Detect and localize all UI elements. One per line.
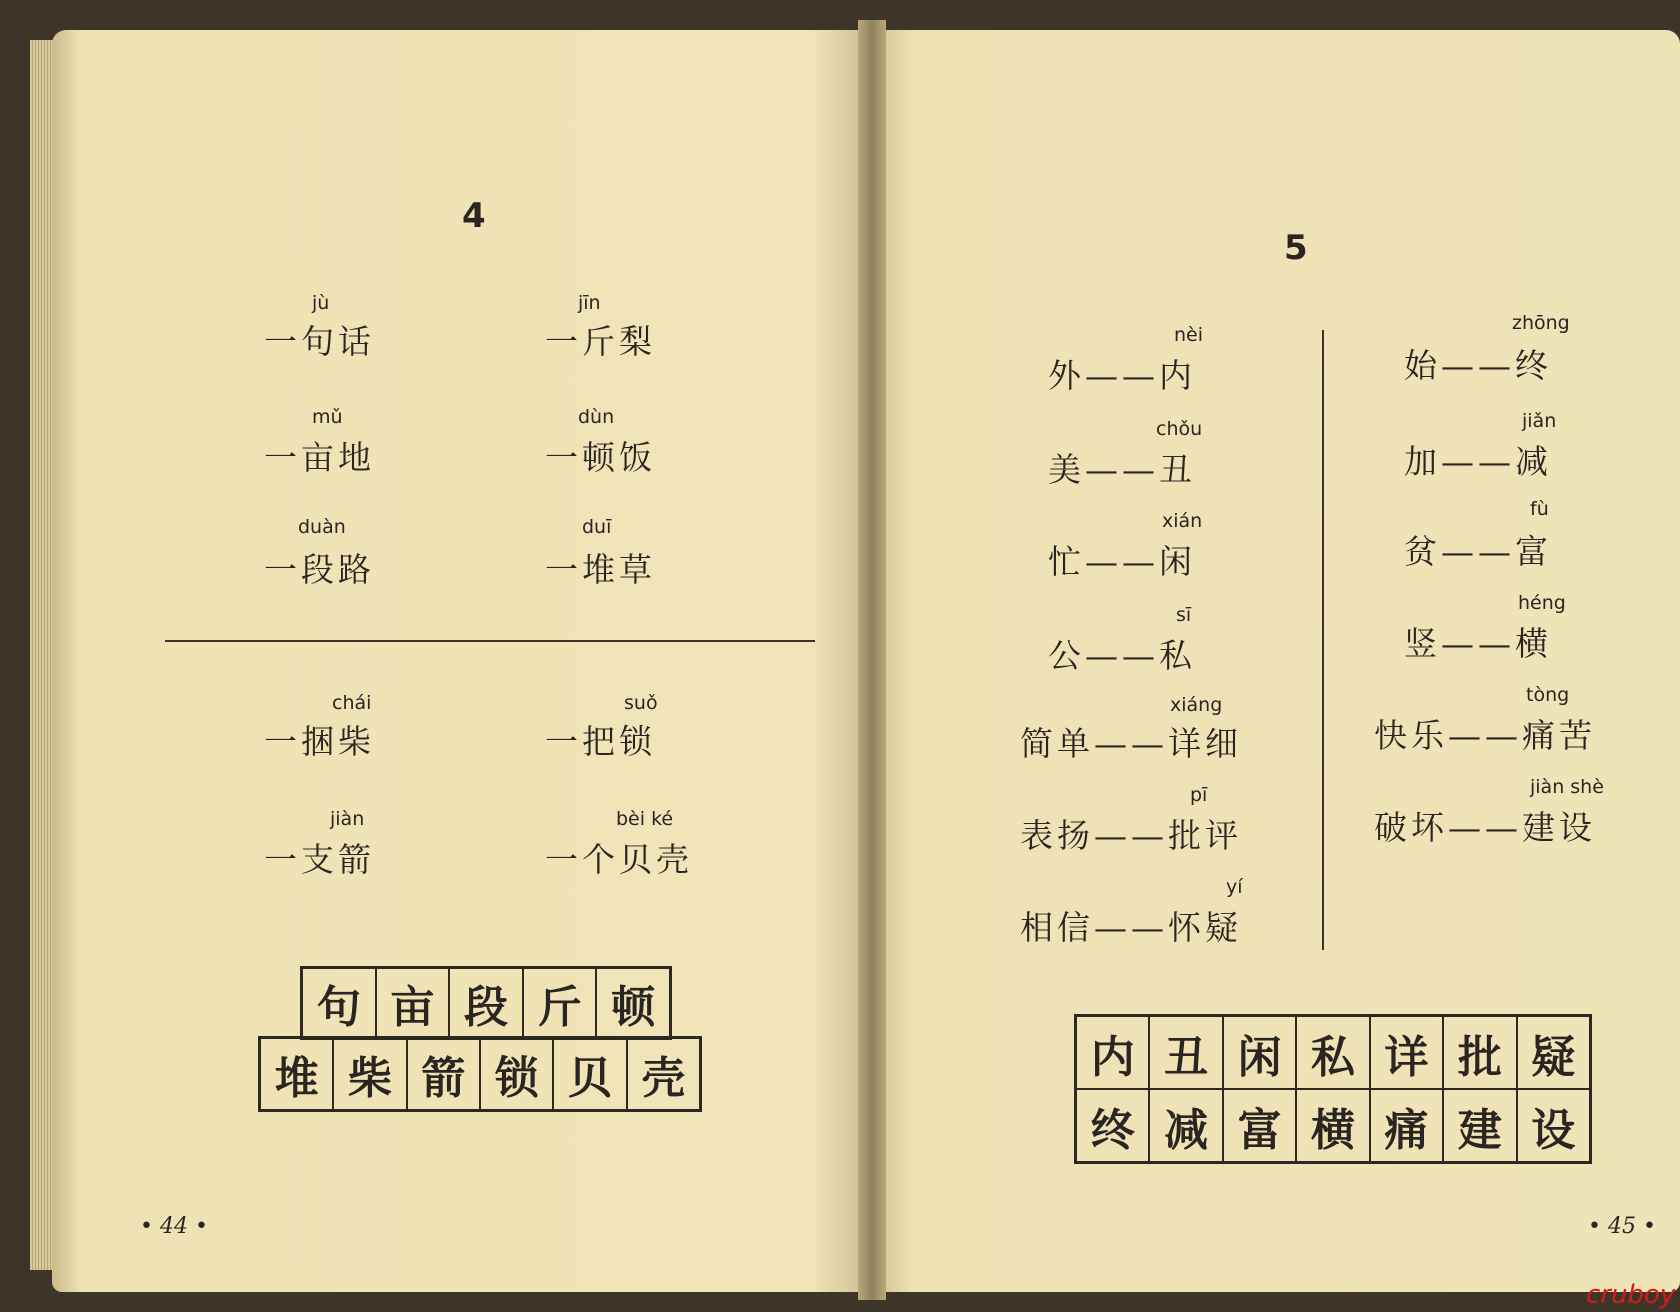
pinyin: chǒu: [1156, 418, 1203, 440]
new-characters-grid-row1: [300, 966, 672, 1040]
pinyin: tòng: [1526, 684, 1570, 706]
watermark: cruboy: [1586, 1280, 1676, 1310]
pinyin: pī: [1190, 784, 1208, 806]
page-number: • 44 •: [140, 1214, 208, 1239]
pinyin: xián: [1162, 510, 1203, 532]
pinyin: sī: [1176, 604, 1192, 626]
antonym-pair: 公——私: [1048, 636, 1196, 675]
page-number: • 45 •: [1588, 1214, 1656, 1239]
book-spine: [858, 20, 886, 1300]
character-cell: 丑: [1149, 1016, 1222, 1089]
antonym-pair: 贫——富: [1404, 532, 1552, 571]
section-divider: [165, 640, 815, 642]
antonym-pair: 加——减: [1404, 442, 1552, 481]
pinyin: chái: [332, 692, 372, 714]
character-cell: 终: [1076, 1089, 1149, 1162]
antonym-pair: 始——终: [1404, 346, 1552, 385]
character-cell: 富: [1223, 1089, 1296, 1162]
pinyin: jiǎn: [1522, 410, 1557, 432]
character-cell: 顿: [596, 968, 670, 1038]
column-divider: [1322, 330, 1324, 950]
pinyin: fù: [1530, 498, 1549, 520]
antonym-pair: 外——内: [1048, 356, 1196, 395]
character-cell: 壳: [627, 1038, 700, 1110]
antonym-pair: 美——丑: [1048, 450, 1196, 489]
character-cell: 详: [1370, 1016, 1443, 1089]
measure-word-phrase: 一个贝壳: [545, 840, 693, 879]
character-cell: 批: [1443, 1016, 1516, 1089]
character-cell: 箭: [407, 1038, 480, 1110]
character-cell: 句: [302, 968, 376, 1038]
pinyin: nèi: [1174, 324, 1204, 346]
character-cell: 锁: [480, 1038, 553, 1110]
character-cell: 设: [1517, 1089, 1590, 1162]
measure-word-phrase: 一支箭: [264, 840, 375, 879]
character-cell: 建: [1443, 1089, 1516, 1162]
pinyin: dùn: [578, 406, 615, 428]
measure-word-phrase: 一斤梨: [545, 322, 656, 361]
antonym-pair: 快乐——痛苦: [1374, 716, 1596, 755]
character-cell: 堆: [260, 1038, 333, 1110]
pinyin: suǒ: [624, 692, 658, 714]
new-characters-grid-row2: [258, 1036, 702, 1112]
pinyin: duī: [582, 516, 612, 538]
pinyin: héng: [1518, 592, 1566, 614]
antonym-pair: 忙——闲: [1048, 542, 1196, 581]
pinyin: jiàn shè: [1530, 776, 1604, 798]
character-cell: 柴: [333, 1038, 406, 1110]
character-cell: 闲: [1223, 1016, 1296, 1089]
measure-word-phrase: 一把锁: [545, 722, 656, 761]
antonym-pair: 相信——怀疑: [1020, 908, 1242, 947]
pinyin: zhōng: [1512, 312, 1570, 334]
pinyin: jù: [312, 292, 330, 314]
measure-word-phrase: 一捆柴: [264, 722, 375, 761]
measure-word-phrase: 一顿饭: [545, 438, 656, 477]
character-cell: 亩: [376, 968, 450, 1038]
measure-word-phrase: 一段路: [264, 550, 375, 589]
character-cell: 减: [1149, 1089, 1222, 1162]
pinyin: bèi ké: [616, 808, 674, 830]
antonym-pair: 破坏——建设: [1374, 808, 1596, 847]
lesson-number: 4: [462, 196, 486, 236]
antonym-pair: 表扬——批评: [1020, 816, 1242, 855]
antonym-pair: 竖——横: [1404, 624, 1552, 663]
pinyin: xiáng: [1170, 694, 1223, 716]
character-cell: 私: [1296, 1016, 1369, 1089]
lesson-number: 5: [1284, 228, 1308, 268]
measure-word-phrase: 一亩地: [264, 438, 375, 477]
pinyin: yí: [1226, 876, 1243, 898]
character-cell: 段: [449, 968, 523, 1038]
character-cell: 贝: [553, 1038, 626, 1110]
pinyin: duàn: [298, 516, 346, 538]
character-cell: 痛: [1370, 1089, 1443, 1162]
new-characters-grid: [1074, 1014, 1592, 1164]
character-cell: 横: [1296, 1089, 1369, 1162]
measure-word-phrase: 一句话: [264, 322, 375, 361]
character-cell: 疑: [1517, 1016, 1590, 1089]
character-cell: 斤: [523, 968, 597, 1038]
pinyin: jīn: [578, 292, 601, 314]
measure-word-phrase: 一堆草: [545, 550, 656, 589]
antonym-pair: 简单——详细: [1020, 724, 1242, 763]
character-cell: 内: [1076, 1016, 1149, 1089]
pinyin: mǔ: [312, 406, 343, 428]
pinyin: jiàn: [330, 808, 365, 830]
